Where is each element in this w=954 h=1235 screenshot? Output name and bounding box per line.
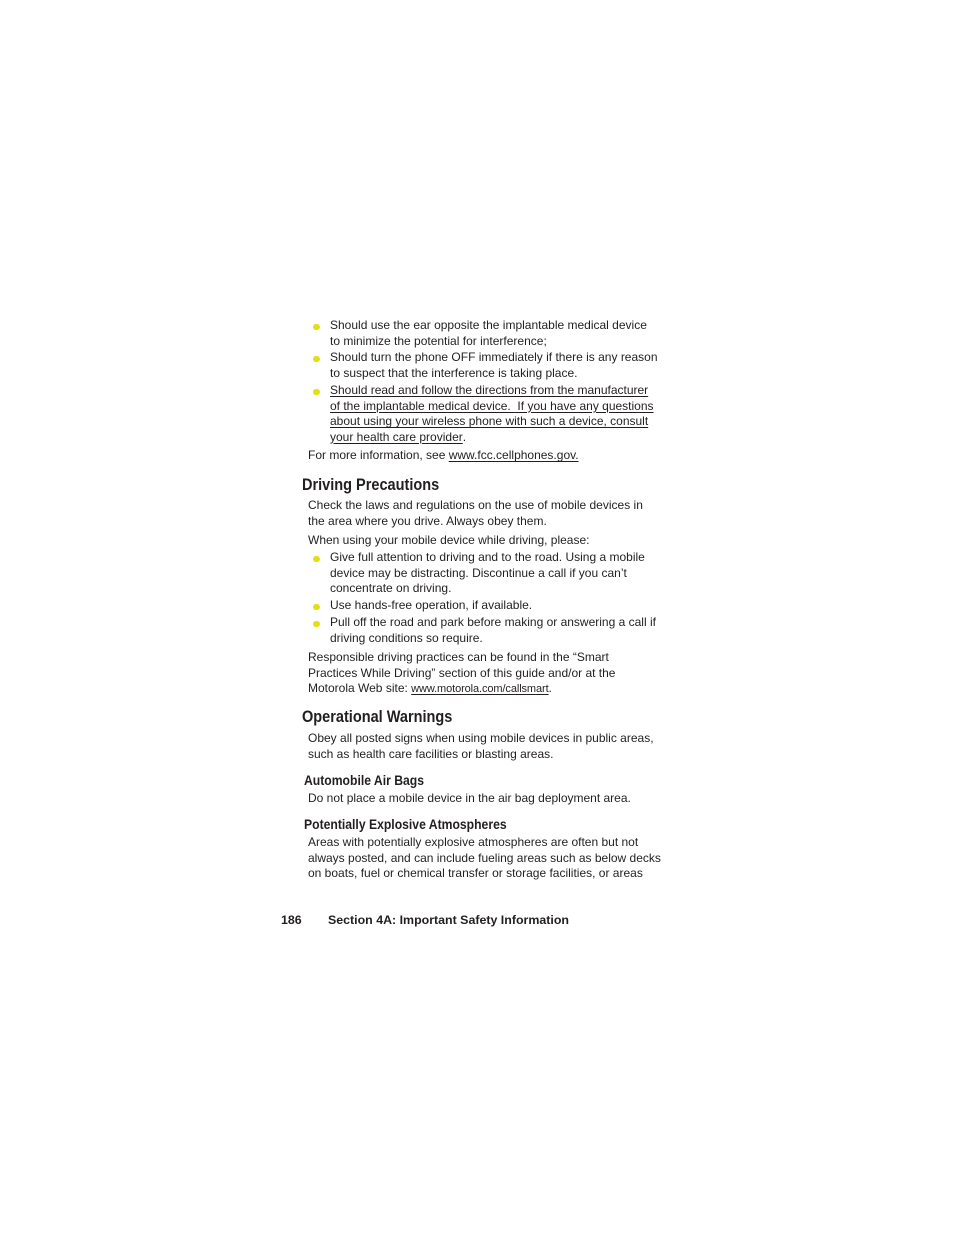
paragraph-line: Obey all posted signs when using mobile devices in public areas, [308,731,654,745]
list-item-text: Pull off the road and park before making or answering a call if [330,615,656,629]
bullet-icon [313,324,320,331]
fcc-link[interactable]: www.fcc.cellphones.gov. [448,448,579,462]
bullet-icon [313,389,320,396]
list-item [330,318,647,349]
list-item [330,615,656,646]
footer-section-title: Section 4A: Important Safety Information [328,913,569,927]
list-item-text: concentrate on driving. [330,581,452,595]
list-item-text: Should turn the phone OFF immediately if there is any reason [330,350,658,364]
list-item-text: driving conditions so require. [330,630,483,645]
list-item-period: . [462,429,467,444]
section-heading-operational-warnings: Operational Warnings [302,708,453,726]
paragraph-line: the area where you drive. Always obey them. [308,513,547,528]
motorola-callsmart-link[interactable]: www.motorola.com/callsmart [411,683,549,695]
list-item-text: about using your wireless phone with such a device, consult [330,414,649,428]
more-info-text: For more information, see [308,448,449,462]
list-item-text: to minimize the potential for interference; [330,333,547,348]
list-item-text: Use hands-free operation, if available. [330,598,533,612]
paragraph-line: Practices While Driving” section of this guide and/or at the [308,665,616,680]
paragraph-line: always posted, and can include fueling areas such as below decks [308,850,661,865]
paragraph-line: Areas with potentially explosive atmospheres are often but not [308,835,639,849]
paragraph-line: on boats, fuel or chemical transfer or storage facilities, or areas [308,866,643,880]
bullet-icon [313,556,320,563]
page-number: 186 [281,913,302,927]
list-item [330,350,658,381]
driving-intro-paragraph [308,498,643,529]
air-bags-paragraph [308,791,631,807]
paragraph-line: Responsible driving practices can be found in the “Smart [308,650,609,664]
paragraph-line: Do not place a mobile device in the air bag deployment area. [308,791,631,805]
operational-intro-paragraph [308,731,654,762]
bullet-icon [313,604,320,611]
paragraph-line: such as health care facilities or blasting areas. [308,746,554,761]
list-item-text: to suspect that the interference is taking place. [330,365,578,380]
list-item [330,598,532,614]
more-info-paragraph [308,448,579,464]
subheading-automobile-air-bags: Automobile Air Bags [304,772,425,788]
explosive-atmospheres-paragraph [308,835,661,882]
subheading-potentially-explosive-atmospheres: Potentially Explosive Atmospheres [304,816,507,832]
driving-closing-paragraph [308,650,615,697]
list-item-text: Give full attention to driving and to the road. Using a mobile [330,550,645,564]
list-item-text: Should use the ear opposite the implantable medical device [330,318,647,332]
list-item-text: of the implantable medical device. If you have any questions [330,398,654,413]
paragraph-line: When using your mobile device while driving, please: [308,533,590,547]
paragraph-text: Motorola Web site: [308,681,412,695]
paragraph-last-line [308,681,615,697]
paragraph-period: . [548,681,552,695]
list-item-text: device may be distracting. Discontinue a call if you can’t [330,565,627,580]
list-item [330,383,654,445]
driving-lead-paragraph [308,533,589,549]
list-item [330,550,645,597]
list-item-text: your health care provider [330,429,463,444]
paragraph-line: Check the laws and regulations on the use of mobile devices in [308,498,643,512]
bullet-icon [313,356,320,363]
section-heading-driving-precautions: Driving Precautions [302,476,440,494]
bullet-icon [313,621,320,628]
list-item-last-line [330,430,654,446]
more-info-line [308,448,579,464]
list-item-text: Should read and follow the directions from the manufacturer [330,383,649,397]
